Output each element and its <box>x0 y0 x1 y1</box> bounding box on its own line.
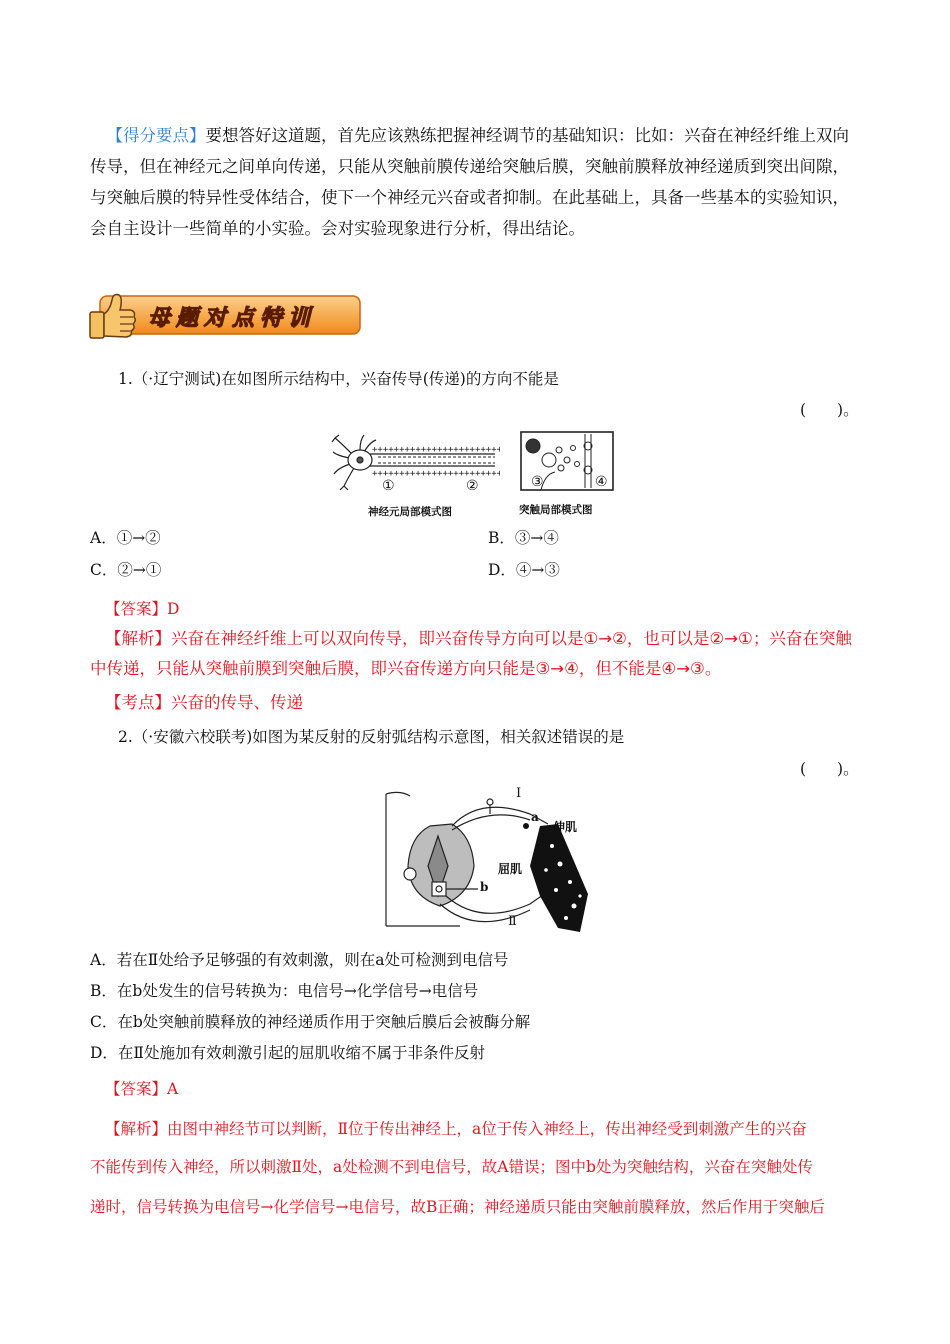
neuron-marker-2: ② <box>466 478 479 494</box>
svg-text:++++++++++++++++++++++++: ++++++++++++++++++++++++ <box>372 469 500 479</box>
q2-analysis-line-1 <box>105 1117 807 1139</box>
scoring-points-text: 要想答好这道题，首先应该熟练把握神经调节的基础知识：比如：兴奋在神经纤维上双向传导，但在神经元之间单向传递，只能从突触前膜传递给突触后膜，突触前膜释放神经递质到突出间隙，与突触后膜的特异性受体结合，使下一个神经元兴奋或者抑制。在此基础上，具备一些基本的实验知识，会自主设计一些简单的小实验。会对实验现象进行分析，得出结论。 <box>90 126 849 238</box>
q1-figure-synapse <box>515 430 620 522</box>
q1-exam-point <box>105 689 303 713</box>
fig2-label-flexor: 屈肌 <box>498 862 523 876</box>
q1-analysis-text-1: 兴奋在神经纤维上可以双向传导，即兴奋传导方向可以是①→②，也可以是②→①；兴奋在突触 <box>171 629 852 648</box>
scoring-points-paragraph <box>90 120 865 244</box>
q2-answer-paren: ( )。 <box>800 760 859 778</box>
q1-option-d: D．④→③ <box>488 561 560 579</box>
q2-analysis-tag: 【解析】 <box>105 1120 168 1138</box>
svg-text:++++++++++++++++++++++++: ++++++++++++++++++++++++ <box>372 445 500 455</box>
synapse-figure-caption: 突触局部模式图 <box>519 504 593 516</box>
banner-title: 母题对点特训 <box>148 306 317 331</box>
q2-figure-reflex-arc <box>380 786 595 938</box>
q1-option-b: B．③→④ <box>488 529 559 547</box>
q1-answer <box>105 597 179 619</box>
q1-analysis-line-2: 中传递，只能从突触前膜到突触后膜，即兴奋传递方向只能是③→④，但不能是④→③。 <box>90 659 722 678</box>
q2-option-a: A．若在Ⅱ处给予足够强的有效刺激，则在a处可检测到电信号 <box>90 951 509 969</box>
q2-option-c: C．在b处突触前膜释放的神经递质作用于突触后膜后会被酶分解 <box>90 1013 531 1031</box>
q1-figure-neuron <box>330 432 500 522</box>
fig2-label-extensor: 伸肌 <box>553 820 578 834</box>
q2-answer-value: A <box>167 1080 179 1098</box>
q1-stem: 1.（·辽宁测试)在如图所示结构中，兴奋传导(传递)的方向不能是 <box>118 370 559 388</box>
q1-option-c: C．②→① <box>90 561 162 579</box>
reflex-arc-diagram <box>380 786 595 938</box>
q1-answer-value: D <box>167 600 180 618</box>
section-banner <box>86 290 364 340</box>
neuron-marker-1: ① <box>382 478 395 494</box>
q1-option-a: A．①→② <box>90 529 161 547</box>
q2-option-d: D．在Ⅱ处施加有效刺激引起的屈肌收缩不属于非条件反射 <box>90 1044 485 1062</box>
q2-analysis-line-2: 不能传到传入神经，所以刺激Ⅱ处，a处检测不到电信号，故A错误；图中b处为突触结构，兴奋在突触处传 <box>90 1158 813 1176</box>
q1-answer-tag: 【答案】 <box>105 600 168 618</box>
q2-stem: 2.（·安徽六校联考)如图为某反射的反射弧结构示意图，相关叙述错误的是 <box>118 728 625 746</box>
fig2-label-a: a <box>531 810 539 824</box>
synapse-marker-3: ③ <box>531 474 544 490</box>
q2-analysis-line-3: 递时，信号转换为电信号→化学信号→电信号，故B正确；神经递质只能由突触前膜释放，然后作用于突触后 <box>90 1198 825 1216</box>
neuron-figure-caption: 神经元局部模式图 <box>368 506 452 518</box>
q1-answer-paren: ( )。 <box>800 401 859 419</box>
fig2-label-II: Ⅱ <box>508 914 517 929</box>
q1-exam-point-text: 兴奋的传导、传递 <box>171 693 303 712</box>
q1-analysis-line-1 <box>105 625 852 649</box>
fig2-label-b: b <box>480 880 489 894</box>
fig2-label-I: Ⅰ <box>516 786 522 801</box>
q1-analysis-tag: 【解析】 <box>105 629 171 648</box>
q2-answer <box>105 1077 178 1099</box>
q2-option-b: B．在b处发生的信号转换为：电信号→化学信号→电信号 <box>90 982 479 1000</box>
scoring-points-tag: 【得分要点】 <box>106 126 206 145</box>
q1-exam-point-tag: 【考点】 <box>105 693 171 712</box>
synapse-marker-4: ④ <box>595 474 608 490</box>
q2-answer-tag: 【答案】 <box>105 1080 168 1098</box>
q2-analysis-text-1: 由图中神经节可以判断，Ⅱ位于传出神经上，a位于传入神经上，传出神经受到刺激产生的兴奋 <box>167 1120 807 1138</box>
